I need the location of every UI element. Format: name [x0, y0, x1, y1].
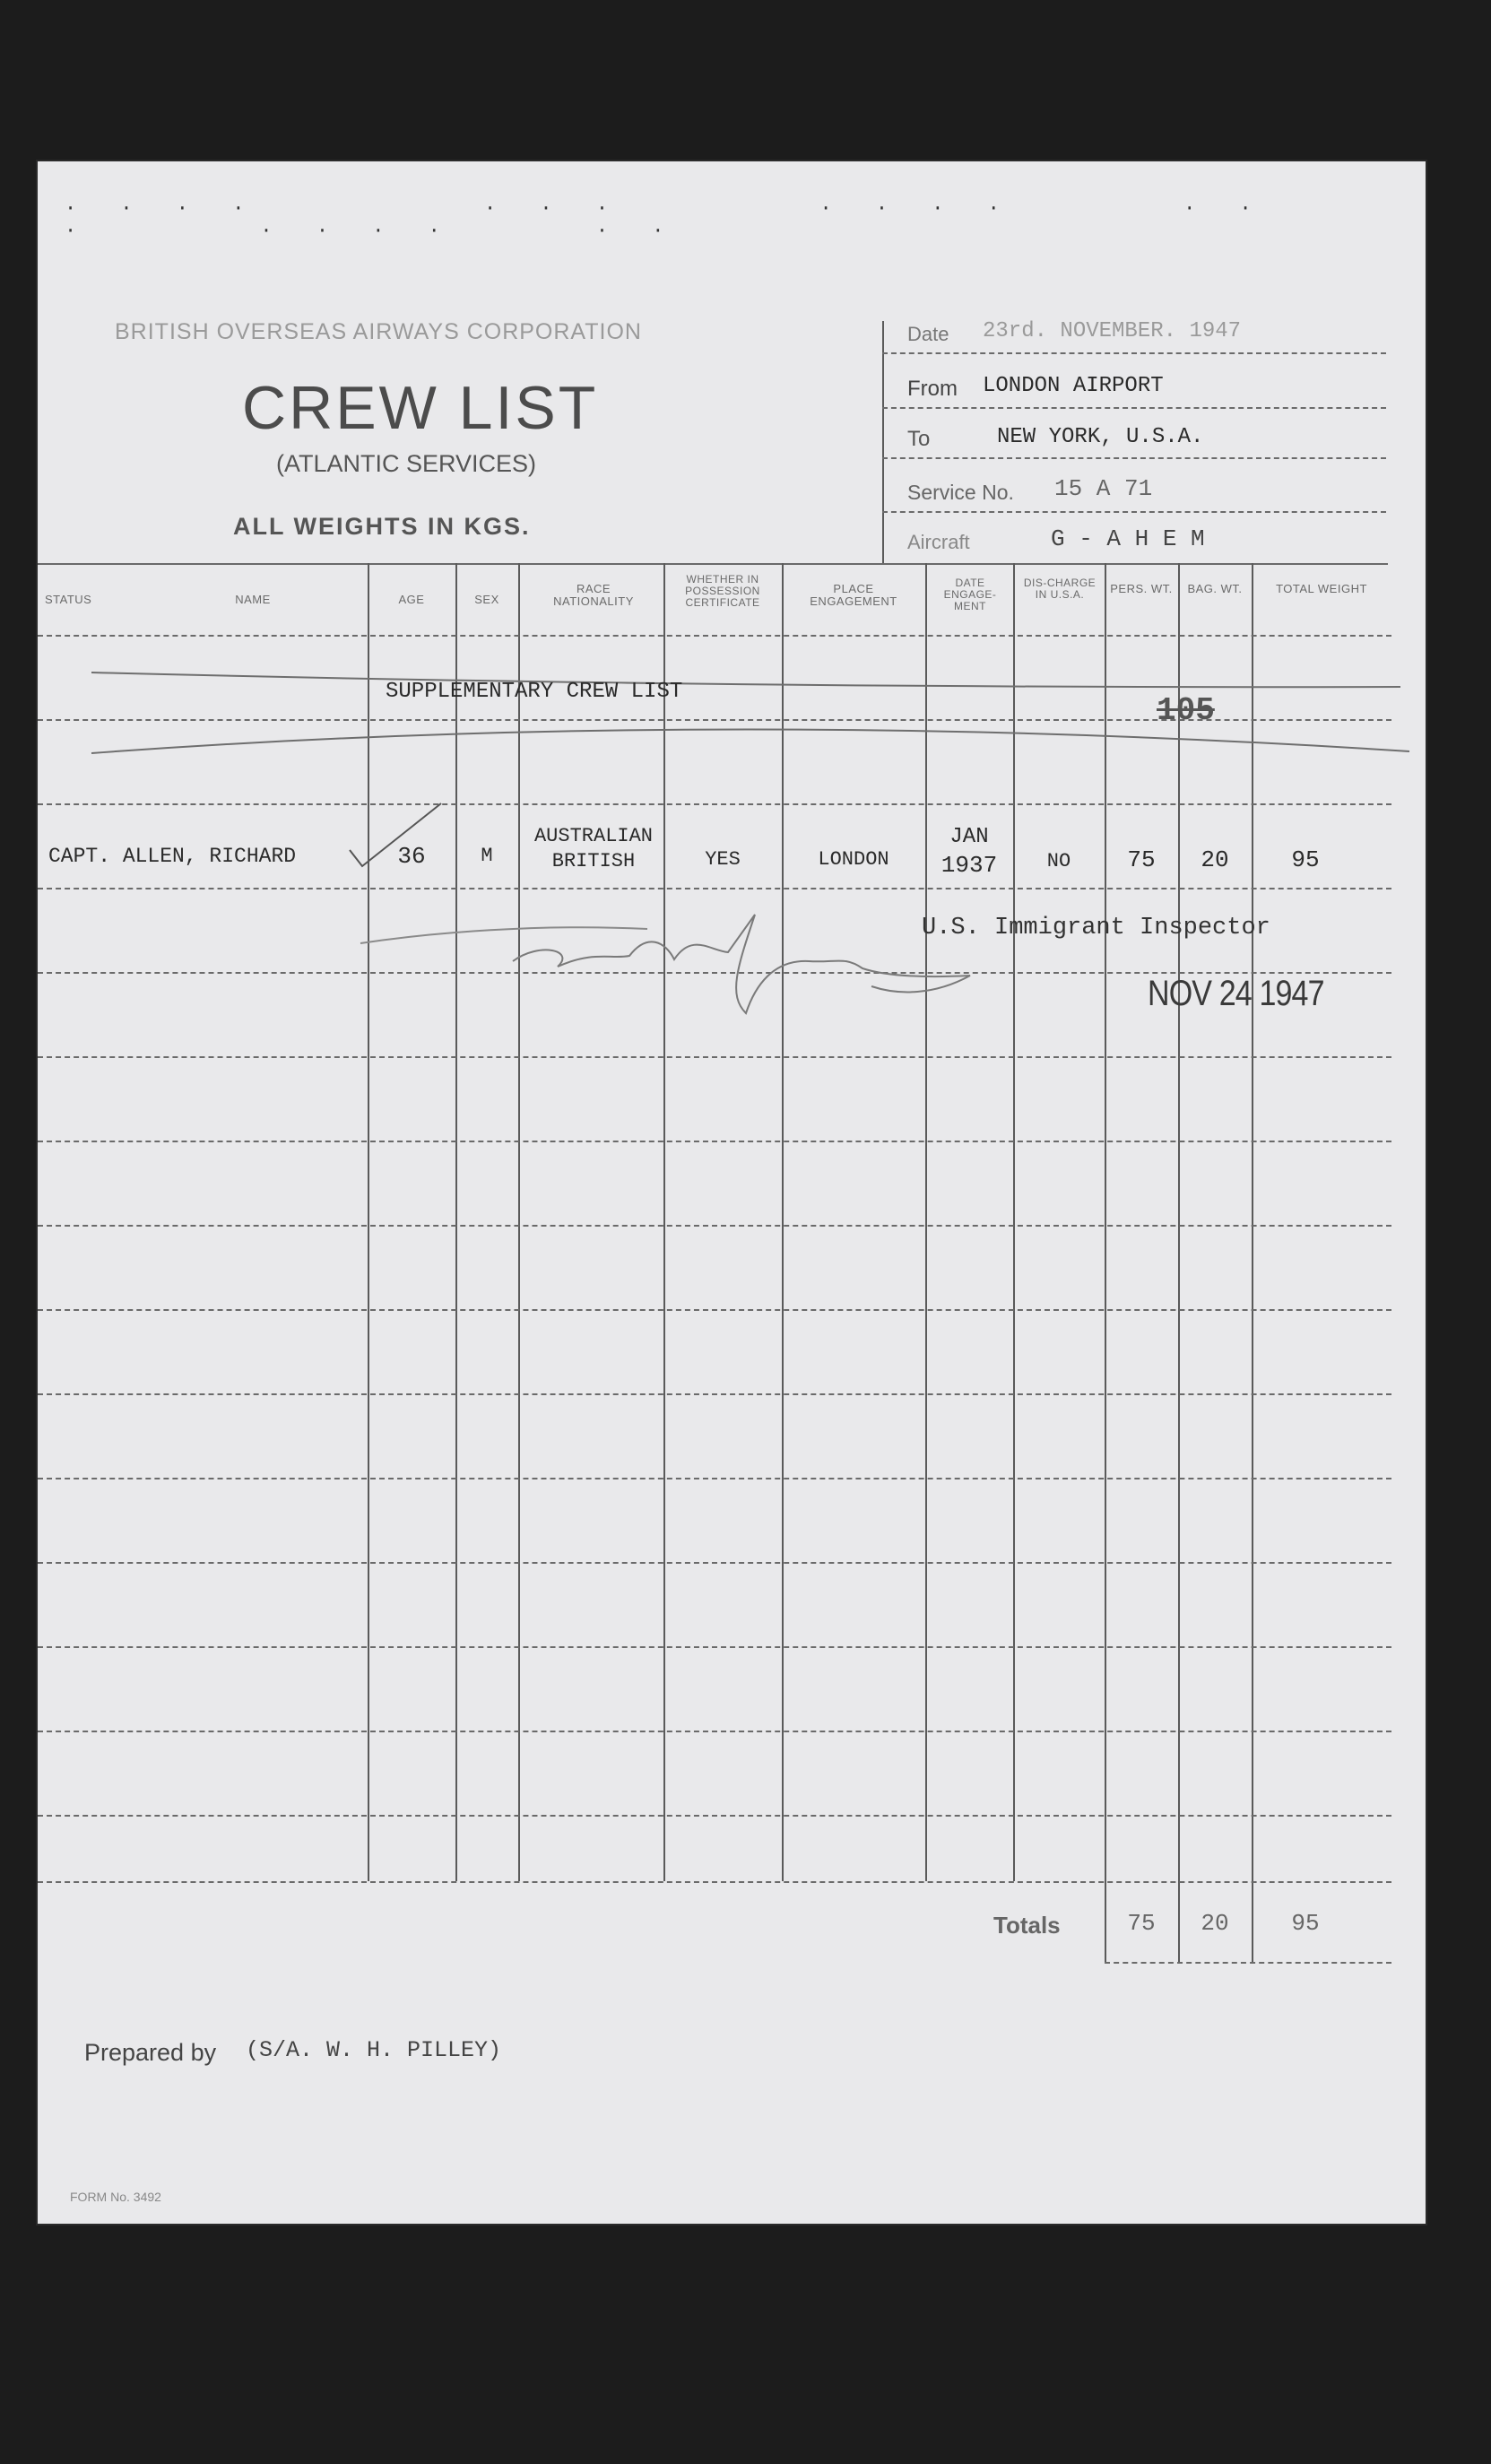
- row-separator: [38, 635, 1391, 637]
- form-number: FORM No. 3492: [70, 2190, 161, 2204]
- crew-list-document: [38, 161, 1426, 2224]
- col-header-place: PLACE ENGAGEMENT: [810, 582, 897, 608]
- date-value: 23rd. NOVEMBER. 1947: [983, 319, 1242, 343]
- col-header-age: AGE: [398, 593, 425, 606]
- header-specks: · · · · · · · · · · · · · · · · · · · ·: [65, 197, 1268, 242]
- inspector-stamp-text: U.S. Immigrant Inspector: [922, 915, 1270, 941]
- supplementary-note: SUPPLEMENTARY CREW LIST: [386, 680, 683, 704]
- row-separator: [38, 1056, 1391, 1058]
- row-separator: [38, 1225, 1391, 1227]
- col-header-discharge: DIS-CHARGE IN U.S.A.: [1023, 577, 1097, 601]
- crew-bag-wt: 20: [1201, 846, 1229, 873]
- row-separator: [38, 1562, 1391, 1564]
- crew-place: LONDON: [818, 848, 889, 871]
- col-header-bag-wt: BAG. WT.: [1187, 582, 1243, 595]
- aircraft-value: G - A H E M: [1051, 525, 1205, 552]
- row-separator: [38, 1815, 1391, 1817]
- flight-box-rule: [882, 457, 1386, 459]
- crew-total-wt: 95: [1291, 846, 1320, 873]
- to-value: NEW YORK, U.S.A.: [997, 425, 1204, 449]
- col-header-total-weight: TOTAL WEIGHT: [1276, 582, 1367, 595]
- table-top-border: [38, 563, 1388, 565]
- row-separator: [38, 1393, 1391, 1395]
- to-label: To: [907, 427, 931, 451]
- col-header-name: NAME: [235, 593, 271, 606]
- company-name: BRITISH OVERSEAS AIRWAYS CORPORATION: [115, 319, 642, 344]
- col-header-pers-wt: PERS. WT.: [1110, 582, 1173, 595]
- page-number: 105: [1157, 692, 1215, 729]
- document-title: CREW LIST: [242, 374, 599, 442]
- crew-date-year: 1937: [941, 852, 998, 879]
- prepared-by-value: (S/A. W. H. PILLEY): [246, 2037, 502, 2063]
- col-header-race: RACE NATIONALITY: [553, 582, 634, 608]
- crew-discharge: NO: [1046, 850, 1071, 872]
- weights-note: ALL WEIGHTS IN KGS.: [233, 513, 531, 540]
- col-header-status: STATUS: [45, 593, 92, 606]
- row-separator: [38, 1731, 1391, 1732]
- row-separator: [38, 803, 1391, 805]
- totals-total-wt: 95: [1291, 1910, 1320, 1937]
- crew-status-name: CAPT. ALLEN, RICHARD: [48, 845, 297, 868]
- aircraft-label: Aircraft: [907, 531, 970, 553]
- document-subtitle: (ATLANTIC SERVICES): [276, 450, 537, 477]
- table-bottom-border: [38, 1881, 1391, 1883]
- from-label: From: [907, 377, 958, 401]
- service-value: 15 A 71: [1054, 475, 1153, 502]
- inspector-stamp-date: NOV 24 1947: [1148, 974, 1324, 1013]
- row-separator: [38, 1141, 1391, 1142]
- crew-pers-wt: 75: [1127, 846, 1156, 873]
- totals-bottom-border: [1105, 1962, 1391, 1964]
- row-separator: [38, 888, 1391, 889]
- crew-date-month: JAN: [949, 825, 989, 849]
- col-header-date: DATE ENGAGE-MENT: [943, 577, 997, 612]
- date-label: Date: [907, 323, 949, 345]
- flight-box-left-border: [882, 321, 884, 563]
- supplementary-strike-lines: [38, 646, 1426, 789]
- row-separator: [38, 1646, 1391, 1648]
- flight-box-rule: [882, 407, 1386, 409]
- row-separator: [38, 1309, 1391, 1311]
- totals-pers-wt: 75: [1127, 1910, 1156, 1937]
- crew-nationality: BRITISH: [551, 850, 636, 872]
- col-header-certificate: WHETHER IN POSSESSION CERTIFICATE: [685, 573, 760, 609]
- col-header-sex: SEX: [474, 593, 499, 606]
- service-label: Service No.: [907, 481, 1014, 504]
- crew-sex: M: [481, 845, 493, 867]
- totals-label: Totals: [993, 1912, 1061, 1939]
- from-value: LONDON AIRPORT: [983, 374, 1164, 398]
- totals-bag-wt: 20: [1201, 1910, 1229, 1937]
- crew-age: 36: [397, 843, 426, 870]
- crew-certificate: YES: [705, 848, 741, 871]
- prepared-by-label: Prepared by: [84, 2039, 217, 2066]
- flight-box-rule: [882, 511, 1386, 513]
- flight-box-rule: [882, 352, 1386, 354]
- row-separator: [38, 1478, 1391, 1479]
- crew-race: AUSTRALIAN: [533, 825, 654, 847]
